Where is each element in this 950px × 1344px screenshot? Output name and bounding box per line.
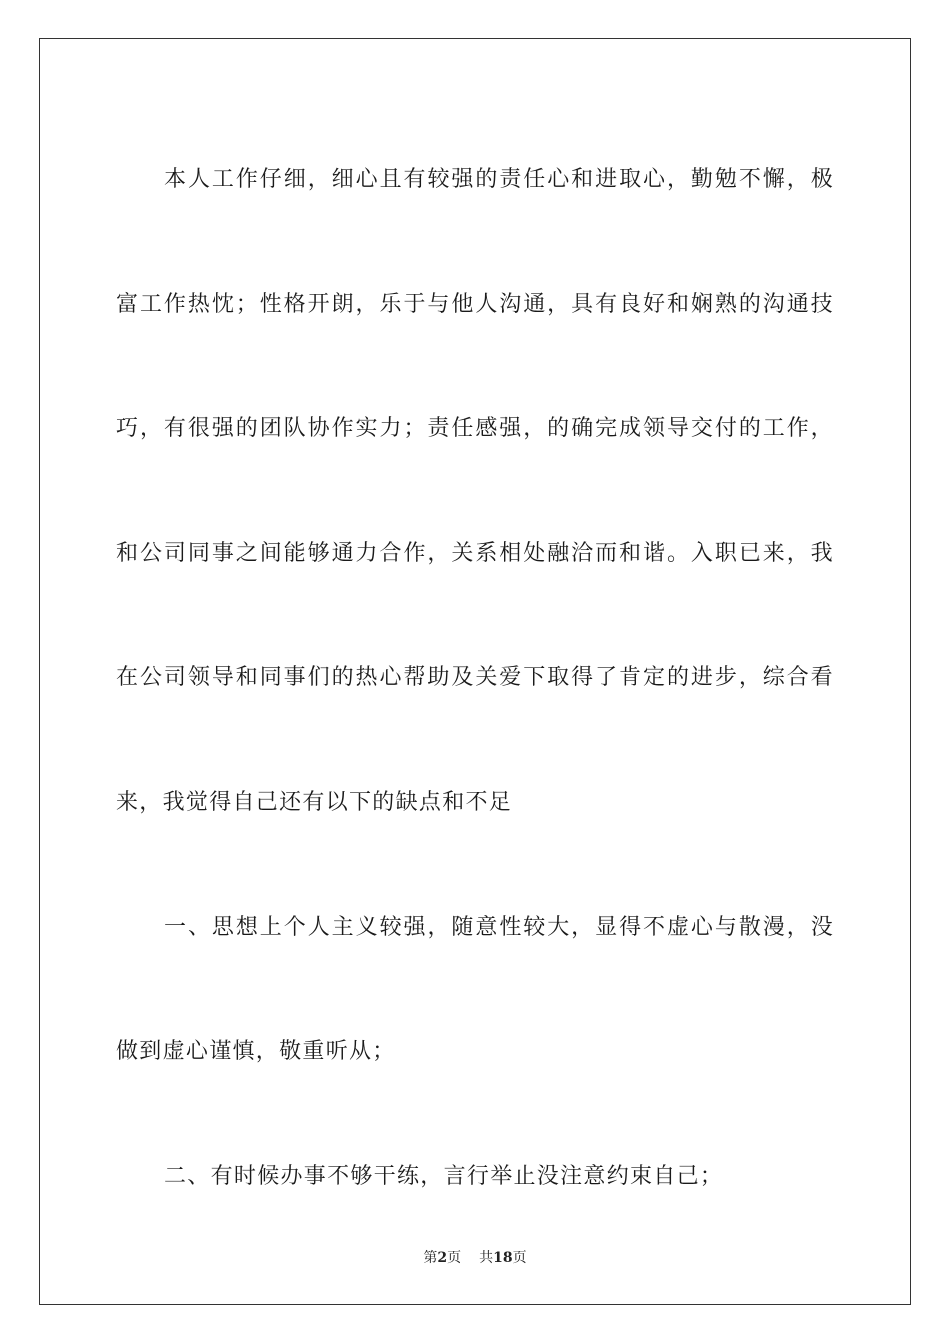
- paragraph-self-assessment: 本人工作仔细，细心且有较强的责任心和进取心，勤勉不懈，极富工作热忱；性格开朗，乐于与他人沟通，具有良好和娴熟的沟通技巧，有很强的团队协作实力；责任感强，的确完成领导交付的工作，和公司同事之间能够通力合作，关系相处融洽而和谐。入职已来，我在公司领导和同事们的热心帮助及关爱下取得了肯定的进步，综合看来，我觉得自己还有以下的缺点和不足: [116, 167, 834, 815]
- page-number: 2: [437, 1250, 448, 1266]
- document-body: [116, 118, 834, 1239]
- page-label-prefix: 第: [423, 1250, 438, 1266]
- total-label-prefix: 共: [479, 1250, 494, 1266]
- page-label-suffix: 页: [447, 1250, 462, 1266]
- total-pages: 18: [493, 1250, 513, 1266]
- total-label-suffix: 页: [512, 1250, 527, 1266]
- paragraph-shortcoming-2: 二、有时候办事不够干练，言行举止没注意约束自己；: [164, 1163, 724, 1189]
- paragraph-shortcoming-1: 一、思想上个人主义较强，随意性较大，显得不虚心与散漫，没做到虚心谨慎，敬重听从；: [116, 914, 834, 1065]
- page-footer: [0, 1247, 950, 1267]
